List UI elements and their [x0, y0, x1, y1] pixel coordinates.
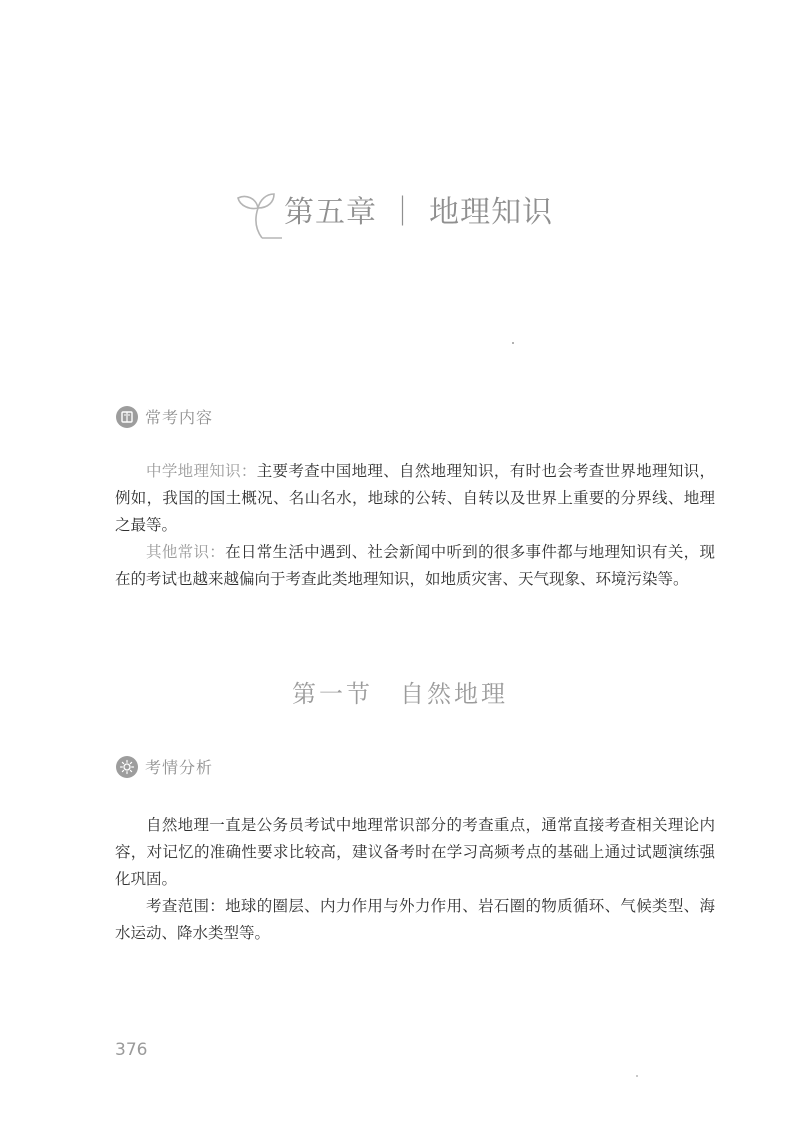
speck	[512, 342, 514, 344]
common-content-label	[116, 405, 213, 428]
section-title: 第一节 自然地理	[292, 680, 508, 708]
paragraph-text: 主要考查中国地理、自然地理知识，有时也会考查世界地理知识，例如，我国的国土概况、名山名水，地球的公转、自转以及世界上重要的分界线、地理之最等。	[115, 462, 715, 534]
paragraph-lead: 中学地理知识：	[146, 462, 257, 480]
exam-analysis-label	[116, 755, 213, 778]
exam-analysis-body	[115, 812, 715, 947]
paragraph-lead: 其他常识：	[146, 543, 226, 561]
paragraph-scope: 考查范围：地球的圈层、内力作用与外力作用、岩石圈的物质循环、气候类型、海水运动、降水类型等。	[115, 897, 715, 942]
paragraph-other-knowledge	[115, 539, 715, 593]
chapter-heading	[232, 180, 572, 250]
book-icon	[116, 406, 138, 428]
paragraph-text: 在日常生活中遇到、社会新闻中听到的很多事件都与地理知识有关，现在的考试也越来越偏向于考查此类地理知识，如地质灾害、天气现象、环境污染等。	[115, 543, 715, 588]
sun-icon	[116, 756, 138, 778]
common-content-body	[115, 458, 715, 593]
common-content-label-text: 常考内容	[145, 408, 214, 427]
chapter-title: 第五章 ｜ 地理知识	[284, 195, 554, 230]
sprout-icon	[232, 180, 282, 240]
exam-analysis-label-text: 考情分析	[145, 758, 214, 777]
speck	[636, 1075, 638, 1077]
page-number: 376	[115, 1040, 148, 1060]
paragraph-middle-school-geo	[115, 458, 715, 539]
paragraph-analysis: 自然地理一直是公务员考试中地理常识部分的考查重点，通常直接考查相关理论内容，对记忆的准确性要求比较高，建议备考时在学习高频考点的基础上通过试题演练强化巩固。	[115, 816, 715, 888]
